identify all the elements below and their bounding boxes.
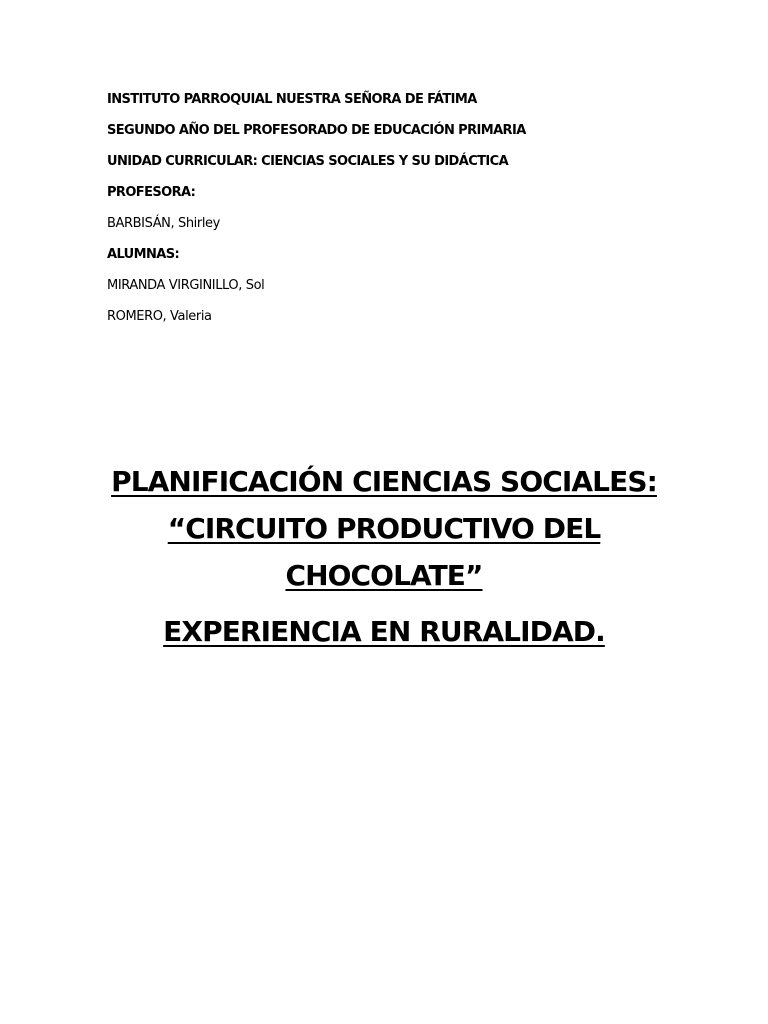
institution-name: INSTITUTO PARROQUIAL NUESTRA SEÑORA DE FÁTIMA	[107, 92, 477, 107]
title-line: “CIRCUITO PRODUCTIVO DEL	[167, 512, 601, 545]
teacher-label: PROFESORA:	[107, 185, 196, 200]
program-name: SEGUNDO AÑO DEL PROFESORADO DE EDUCACIÓN PRIMARIA	[107, 123, 526, 138]
document-subtitle: EXPERIENCIA EN RURALIDAD.	[163, 615, 605, 648]
student-name: ROMERO, Valeria	[107, 309, 212, 324]
students-label: ALUMNAS:	[107, 247, 180, 262]
cover-header	[107, 92, 707, 340]
teacher-name: BARBISÁN, Shirley	[107, 216, 220, 231]
title-line: PLANIFICACIÓN CIENCIAS SOCIALES:	[111, 465, 657, 498]
course-name: UNIDAD CURRICULAR: CIENCIAS SOCIALES Y SU DIDÁCTICA	[107, 154, 509, 169]
title-line: CHOCOLATE”	[285, 559, 483, 592]
document-title	[84, 458, 684, 655]
student-name: MIRANDA VIRGINILLO, Sol	[107, 278, 265, 293]
